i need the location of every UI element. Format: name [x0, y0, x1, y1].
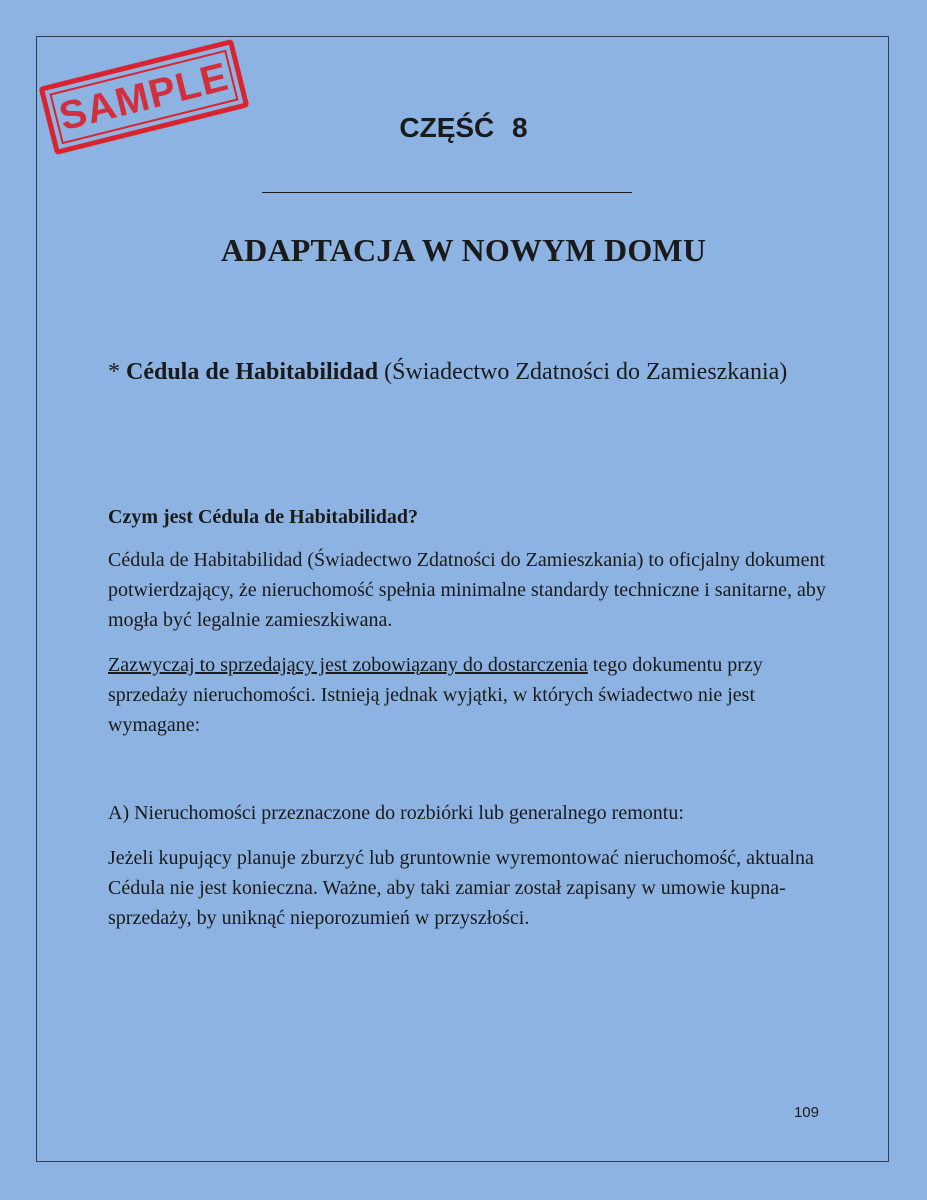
paragraph-seller-rest: tego dokumentu przy sprzedaży nieruchomości. Istnieją jednak wyjątki, w których świadectwo nie jest wymagane:	[108, 654, 763, 736]
section-heading	[108, 355, 828, 389]
paragraph-exception-detail: Jeżeli kupujący planuje zburzyć lub gruntownie wyremontować nieruchomość, aktualna Cédula nie jest konieczna. Ważne, aby taki zamiar został zapisany w umowie kupna-sprzedaży, by uniknąć nieporozumień w przyszłości.	[108, 847, 814, 929]
section-prefix: *	[108, 359, 126, 385]
paragraph-definition: Cédula de Habitabilidad (Świadectwo Zdatności do Zamieszkania) to oficjalny dokument potwierdzający, że nieruchomość spełnia minimalne standardy techniczne i sanitarne, aby mogła być legalnie zamieszkiwana.	[108, 549, 826, 631]
part-title: CZĘŚĆ 8	[399, 112, 528, 143]
underlined-phrase: Zazwyczaj to sprzedający jest zobowiązany do dostarczenia	[108, 654, 588, 676]
section-heading-bold: Cédula de Habitabilidad	[126, 359, 379, 385]
chapter-title: ADAPTACJA W NOWYM DOMU	[220, 232, 707, 268]
title-divider	[262, 192, 632, 193]
paragraph-seller-obligation	[108, 650, 828, 740]
stamp-text: SAMPLE	[54, 54, 233, 139]
question-heading: Czym jest Cédula de Habitabilidad?	[108, 506, 419, 528]
exception-item-a: A) Nieruchomości przeznaczone do rozbiórki lub generalnego remontu:	[108, 802, 684, 824]
section-heading-rest: (Świadectwo Zdatności do Zamieszkania)	[378, 359, 788, 385]
page-number: 109	[793, 1104, 819, 1121]
